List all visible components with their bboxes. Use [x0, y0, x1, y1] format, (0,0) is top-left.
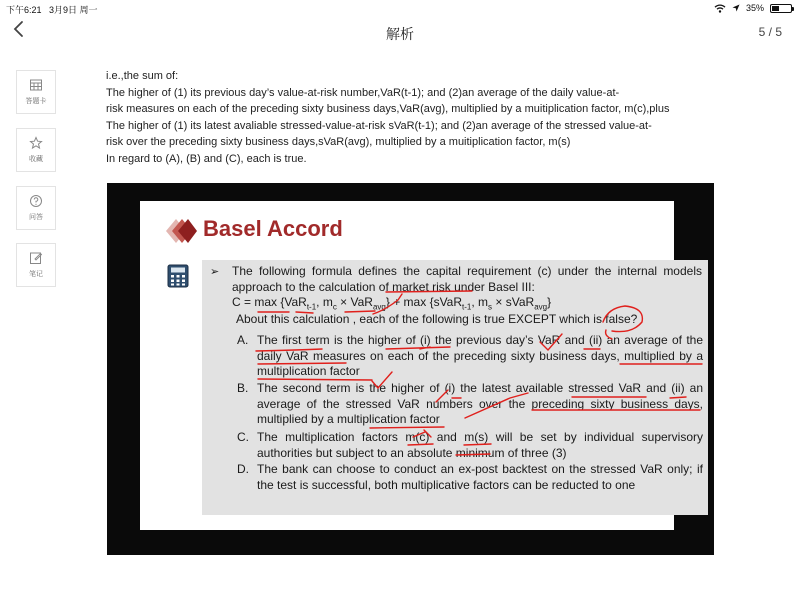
- explanation-line: In regard to (A), (B) and (C), each is true.: [106, 152, 307, 165]
- slide-title: Basel Accord: [203, 216, 343, 241]
- option-letter: D.: [237, 462, 249, 476]
- qa-button[interactable]: [16, 186, 56, 230]
- page-counter: 5 / 5: [758, 25, 782, 39]
- toolbar-label: 收藏: [29, 156, 43, 163]
- explanation-cut-line: [106, 59, 706, 68]
- location-icon: [732, 4, 740, 12]
- option-letter: A.: [237, 333, 249, 347]
- option-d: The bank can choose to conduct an ex-post backtest on the stressed VaR only; if the test is successful, both multiplicative factors can be reducted to one: [257, 462, 703, 492]
- status-time: 下午6:21: [6, 5, 42, 15]
- formula: C = max {VaR$_{t-1}$, $m_c \times VaR_{avg}\} + \max$ {sVaR$_{t-1}$, $m_s$ × sVaR$_{avg}$}: [232, 295, 552, 312]
- status-bar: [0, 0, 800, 16]
- star-icon: [29, 136, 43, 150]
- toolbar-label: 答题卡: [25, 98, 47, 105]
- option-c: The multiplication factors m(c) and m(s) will be set by individual supervisory authorities but subject to an absolute minimum of three (3): [257, 430, 703, 460]
- explanation-line: The higher of (1) its previous day’s value-at-risk number,VaR(t-1); and (2)an average of the daily value-at-: [106, 86, 620, 99]
- status-date: 3月9日 周一: [49, 5, 98, 15]
- question-text: The following formula defines the capital requirement (c) under the internal models approach to the calculation of market risk under Basel III:: [232, 264, 702, 294]
- explanation-line: risk over the preceding sixty business days,sVaR(avg), multiplied by a muitiplication factor, m(s): [106, 136, 571, 148]
- option-letter: B.: [237, 381, 249, 395]
- option-letter: C.: [237, 430, 249, 444]
- favorite-button[interactable]: [16, 128, 56, 172]
- toolbar-label: 问答: [29, 214, 43, 221]
- nav-bar: [0, 18, 800, 48]
- battery-icon: [770, 4, 792, 13]
- question-prompt: About this calculation , each of the following is true EXCEPT which is false?: [236, 312, 638, 326]
- note-button[interactable]: [16, 243, 56, 287]
- explanation-text: [106, 59, 706, 167]
- toolbar-label: 笔记: [29, 271, 43, 278]
- note-icon: [29, 251, 43, 265]
- answer-card-button[interactable]: [16, 70, 56, 114]
- explanation-line: The higher of (1) its latest avaliable stressed-value-at-risk sVaR(t-1); and (2)an average of the stressed value-at-: [106, 119, 652, 132]
- status-time-date: [6, 3, 98, 16]
- option-a: The first term is the higher of (i) the previous day’s VaR and (ii) an average of the daily VaR measures on each of the preceding sixty business days, multiplied by a multiplication factor: [257, 333, 703, 378]
- page-title: 解析: [386, 26, 414, 42]
- option-b: The second term is the higher of (i) the latest available stressed VaR and (ii) an average of the stressed VaR numbers over the preceding sixty business days, multiplied by a multiplication factor: [257, 381, 703, 426]
- explanation-line: i.e.,the sum of:: [106, 70, 179, 82]
- arrow-bullet-icon: ➢: [210, 266, 220, 278]
- basel-logo-icon: [164, 215, 198, 247]
- battery-percent: 35%: [745, 3, 764, 13]
- answer-card-icon: [29, 78, 43, 92]
- wifi-icon: [714, 4, 726, 13]
- explanation-line: risk measures on each of the preceding sixty business days,VaR(avg), multiplied by a muitiplication factor, m(c),plus: [106, 103, 670, 115]
- question-icon: [29, 194, 43, 208]
- calculator-icon: [167, 264, 189, 288]
- status-right: [714, 3, 792, 13]
